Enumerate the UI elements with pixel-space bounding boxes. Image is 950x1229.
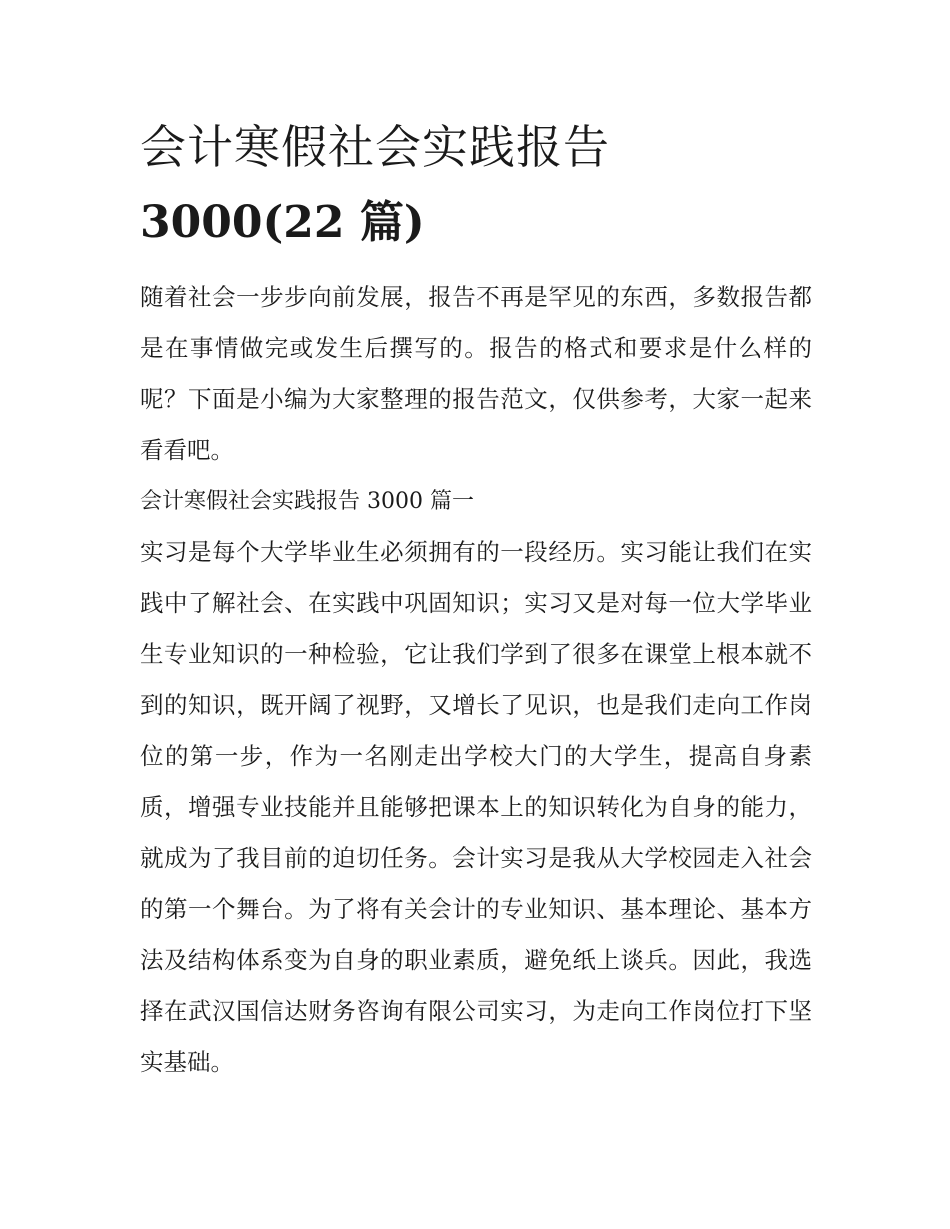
- document-title-count: 3000(22 篇): [140, 197, 425, 248]
- intro-paragraph: 随着社会一步步向前发展，报告不再是罕见的东西，多数报告都是在事情做完或发生后撰写的。报告的格式和要求是什么样的呢？下面是小编为大家整理的报告范文，仅供参考，大家一起来看看吧。: [140, 283, 812, 464]
- document-page: [140, 110, 812, 1088]
- section-paragraph: 实习是每个大学毕业生必须拥有的一段经历。实习能让我们在实践中了解社会、在实践中巩固知识；实习又是对每一位大学毕业生专业知识的一种检验，它让我们学到了很多在课堂上根本就不到的知识，既开阔了视野，又增长了见识，也是我们走向工作岗位的第一步，作为一名刚走出学校大门的大学生，提高自身素质，增强专业技能并且能够把课本上的知识转化为自身的能力，就成为了我目前的迫切任务。会计实习是我从大学校园走入社会的第一个舞台。为了将有关会计的专业知识、基本理论、基本方法及结构体系变为自身的职业素质，避免纸上谈兵。因此，我选择在武汉国信达财务咨询有限公司实习，为走向工作岗位打下坚实基础。: [140, 538, 812, 1076]
- section-heading: 会计寒假社会实践报告 3000 篇一: [140, 489, 474, 514]
- document-title: 会计寒假社会实践报告: [140, 120, 610, 174]
